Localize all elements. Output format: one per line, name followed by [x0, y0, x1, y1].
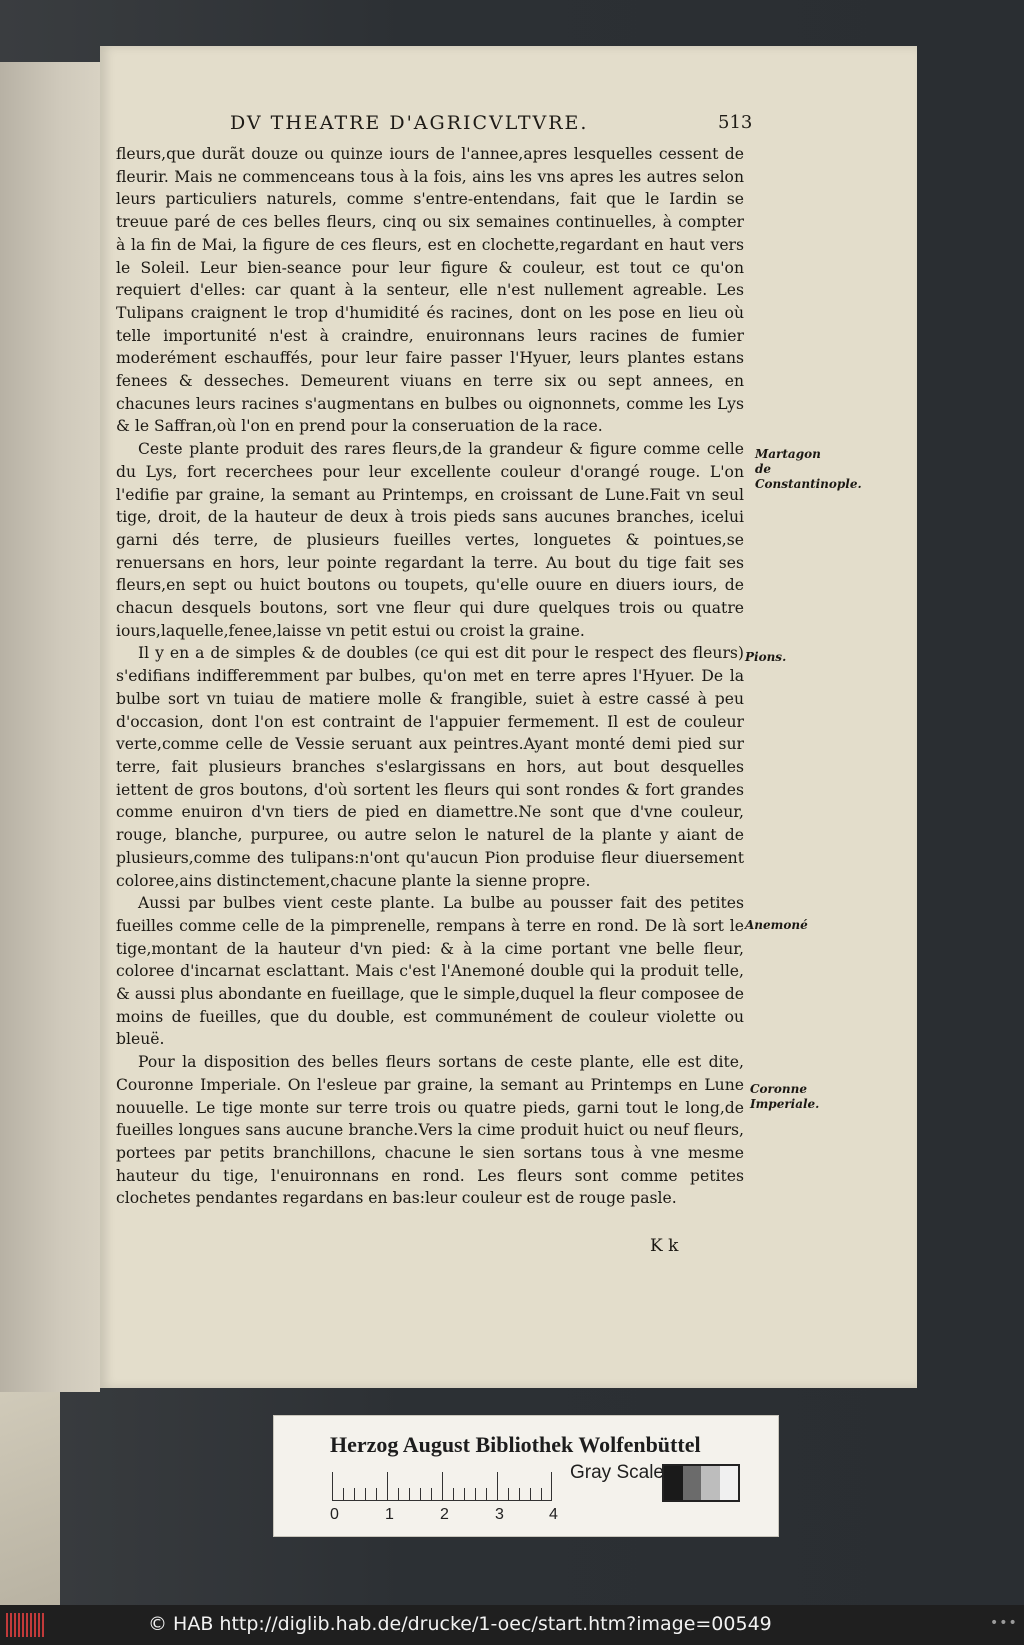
gray-swatch	[701, 1466, 720, 1500]
gray-scale-label: Gray Scale	[570, 1462, 664, 1483]
margin-gloss-pions: Pions.	[745, 650, 787, 664]
ruler-label: 4	[549, 1506, 558, 1523]
paragraph-couronne: Pour la disposition des belles fleurs sortans de ceste plante, elle est dite, Couronne Imperiale. On l'esleue par graine, la semant au Printemps en Lune nouuelle. Le tige monte sur terre trois ou quatre pieds, garni tout le long,de fueilles longues sans aucune branche.Vers la cime produit huict ou neuf fleurs, portees par petits branchillons, chacune le sien sortans tous à vne mesme hauteur du tige, l'enuironnans en rond. Les fleurs sont comme petites clochetes pendantes regardans en bas:leur couleur est de rouge pasle.	[116, 1053, 744, 1208]
library-name: Herzog August Bibliothek Wolfenbüttel	[330, 1432, 701, 1457]
viewer-footer	[0, 1605, 1024, 1645]
ruler-label: 1	[385, 1506, 394, 1523]
ruler-labels	[326, 1506, 566, 1526]
page-body	[116, 143, 744, 1210]
paragraph-tulipans: fleurs,que durãt douze ou quinze iours de l'annee,apres lesquelles cessent de fleurir. Mais ne commenceans tous à la fois, ains les vns apres les autres selon leurs particuliers naturels, comme s'entre-entendans, fait que le Iardin se treuue paré de ces belles fleurs, cinq ou six semaines continuelles, à compter à la fin de Mai, la figure de ces fleurs, est en clochette,regardant en haut vers le Soleil. Leur bien-seance pour leur figure & couleur, est tout ce qu'on requiert d'elles: car quant à la senteur, elle n'est nullement agreable. Les Tulipans craignent le trop d'humidité és racines, dont on les pose en lieu où telle importunité n'est à craindre, enuironnans leurs racines de fumier moderément eschauffés, pour leur faire passer l'Hyuer, leurs plantes estans fenees & desseches. Demeurent viuans en terre six ou sept annees, en chacunes leurs racines s'augmentans en bulbes ou oignonnets, comme les Lys & le Saffran,où l'on en prend pour la conseruation de la race.	[116, 145, 744, 436]
library-color-card	[273, 1415, 779, 1537]
left-facing-page-edge	[0, 62, 100, 1392]
paragraph-anemone: Aussi par bulbes vient ceste plante. La bulbe au pousser fait des petites fueilles comme celle de la pimprenelle, rempans à terre en rond. De là sort le tige,montant de la hauteur d'vn pied: & à la cime portant vne belle fleur, coloree d'incarnat esclattant. Mais c'est l'Anemoné double qui la produit telle, & aussi plus abondante en fueillage, que le simple,duquel la fleur composee de moins de fueilles, que du double, est communément de couleur violette ou bleuë.	[116, 894, 744, 1049]
margin-gloss-martagon: Martagon de Constantinople.	[755, 447, 862, 491]
gray-scale-swatches	[662, 1464, 740, 1502]
margin-gloss-anemone: Anemoné	[745, 918, 808, 932]
left-library-strip	[0, 1392, 60, 1605]
copyright-link[interactable]: © HAB http://diglib.hab.de/drucke/1-oec/start.htm?image=00549	[148, 1613, 772, 1635]
margin-gloss-couronne: Coronne Imperiale.	[750, 1082, 820, 1111]
running-title: DV THEATRE D'AGRICVLTVRE.	[230, 112, 589, 134]
paragraph-martagon: Ceste plante produit des rares fleurs,de la grandeur & figure comme celle du Lys, fort recerchees pour leur excellente couleur d'orangé rouge. L'on l'edifie par graine, la semant au Printemps, en croissant de Lune.Fait vn seul tige, droit, de la hauteur de deux à trois pieds sans aucunes branches, icelui garni dés terre, de plusieurs fueilles vertes, longuetes & pointues,se renuersans en hors, leur pointe regardant la terre. Au bout du tige fait ses fleurs,en sept ou huict boutons ou toupets, qu'elle ouure en diuers iours, de chacun desquels boutons, sort vne fleur qui dure quelques trois ou quatre iours,laquelle,fenee,laisse vn petit estui ou croist la graine.	[116, 440, 744, 640]
scale-ruler	[332, 1472, 552, 1501]
gray-swatch	[683, 1466, 702, 1500]
signature-mark: K k	[650, 1236, 679, 1256]
paragraph-pions: Il y en a de simples & de doubles (ce qui est dit pour le respect des fleurs) s'edifians indifferemment par bulbes, qu'on met en terre apres l'Hyuer. De la bulbe sort vn tuiau de matiere molle & frangible, suiet à estre cassé à peu d'occasion, dont l'on est contraint de l'appuier fermement. Il est de couleur verte,comme celle de Vessie seruant aux peintres.Ayant monté demi pied sur terre, fait plusieurs branches s'eslargissans en hors, aut bout desquelles iettent de gros boutons, d'où sortent les fleurs qui sont rondes & fort grandes comme enuiron d'vn tiers de pied en diamettre.Ne sont que d'vne couleur, rouge, blanche, purpuree, ou autre selon le naturel de la plante y aiant de plusieurs,comme des tulipans:n'ont qu'aucun Pion produise fleur diuersement coloree,ains distinctement,chacune plante la sienne propre.	[116, 644, 744, 890]
ruler-label: 2	[440, 1506, 449, 1523]
more-menu-icon[interactable]: •••	[990, 1615, 1018, 1631]
ruler-label: 3	[495, 1506, 504, 1523]
gray-swatch	[664, 1466, 683, 1500]
page-number: 513	[718, 112, 753, 133]
barcode-logo-icon	[6, 1613, 48, 1637]
ruler-label: 0	[330, 1506, 339, 1523]
gray-swatch	[720, 1466, 739, 1500]
